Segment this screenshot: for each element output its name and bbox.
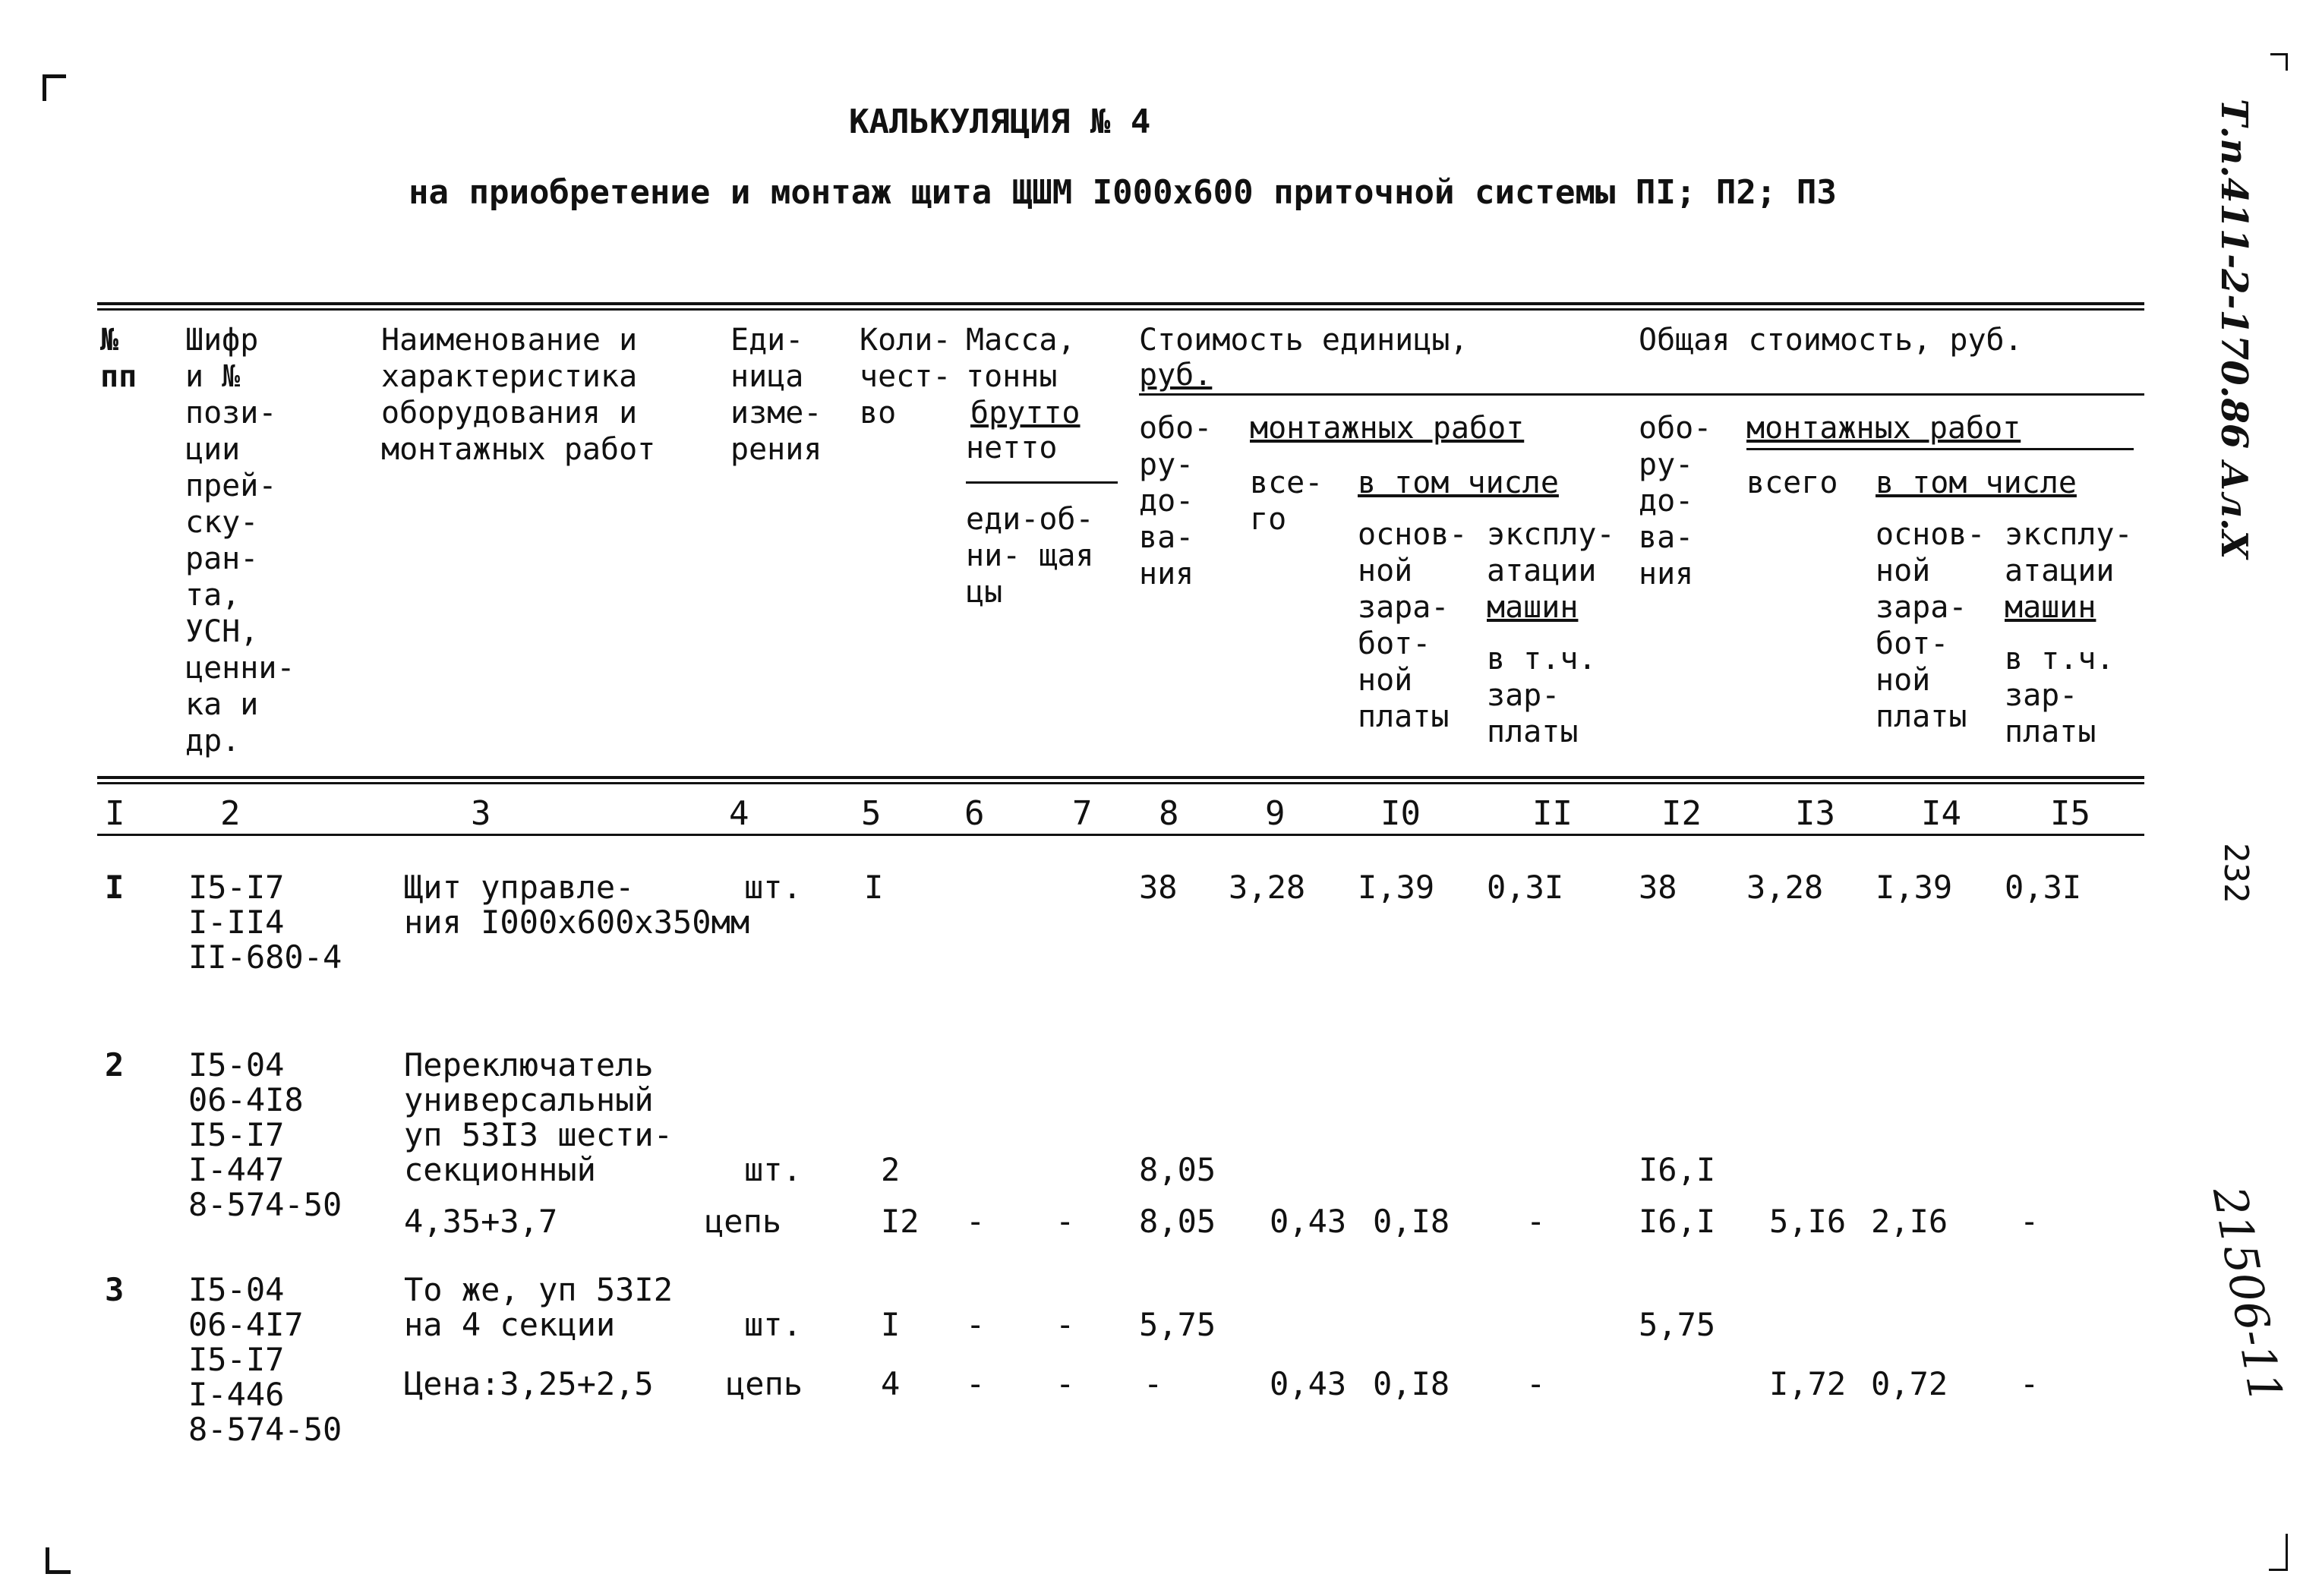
row2-number: 2 — [105, 1046, 125, 1083]
row3-line2-c13: I,72 — [1769, 1365, 1847, 1402]
row1-c14: I,39 — [1876, 869, 1953, 906]
row3-qty: I — [881, 1306, 901, 1343]
row2-name: Переключатель универсальный уп 53I3 шести- секционный — [404, 1046, 674, 1188]
header-unit-rub: руб. — [1139, 358, 1213, 393]
colnum-1: I — [105, 794, 125, 833]
row2-line2-unit: цепь — [705, 1203, 782, 1240]
row3-c12: 5,75 — [1639, 1306, 1716, 1343]
colnum-5: 5 — [861, 794, 882, 833]
header-vsego: всего — [1746, 465, 1838, 500]
row2-line2-name: 4,35+3,7 — [404, 1203, 558, 1240]
colnum-3: 3 — [471, 794, 491, 833]
header-expl: эксплу- атации — [1487, 517, 1615, 588]
row3-line2-c8: - — [1144, 1365, 1163, 1402]
row2-line2-c9: 0,43 — [1270, 1203, 1347, 1240]
header-expl-total: эксплу- атации — [2005, 517, 2133, 588]
row1-name: Щит управле- ния I000x600x350мм — [404, 869, 750, 941]
corner-mark-top-left — [43, 74, 66, 101]
header-quantity: Коли- чест- во — [860, 323, 951, 431]
header-total-cost: Общая стоимость, руб. — [1639, 323, 2023, 358]
header-osnov-zp: основ- ной зара- бот- ной платы — [1358, 517, 1468, 734]
header-mont-works: монтажных работ — [1250, 411, 1525, 446]
colnum-7: 7 — [1072, 794, 1093, 833]
row2-qty: 2 — [881, 1151, 901, 1188]
row2-c12: I6,I — [1639, 1151, 1716, 1188]
row3-line2-c14: 0,72 — [1871, 1365, 1948, 1402]
row1-c13: 3,28 — [1746, 869, 1824, 906]
corner-mark-bottom-right — [2269, 1534, 2288, 1571]
row3-line2-c15: - — [2020, 1365, 2040, 1402]
row3-c7: - — [1055, 1306, 1075, 1343]
row3-line2-unit: цепь — [726, 1365, 803, 1402]
row2-c8: 8,05 — [1139, 1151, 1216, 1188]
row3-line2-c11: - — [1526, 1365, 1546, 1402]
row3-line2-qty: 4 — [881, 1365, 901, 1402]
row2-code: I5-04 06-4I8 I5-I7 I-447 8-574-50 — [188, 1046, 342, 1223]
mass-divider — [966, 481, 1118, 484]
document-title: КАЛЬКУЛЯЦИЯ № 4 — [849, 103, 1151, 141]
header-mont-works-total: монтажных работ — [1746, 411, 2021, 446]
colnum-10: I0 — [1380, 794, 1421, 833]
side-stamp: 21506-11 — [2202, 1182, 2292, 1408]
header-vtom-chisle: в том числе — [1358, 465, 1559, 500]
colnum-12: I2 — [1661, 794, 1702, 833]
table-top-rule — [97, 302, 2144, 311]
row3-line2-name: Цена:3,25+2,5 — [404, 1365, 654, 1402]
header-unit-cost: Стоимость единицы, — [1139, 323, 1469, 358]
row3-line2-c10: 0,I8 — [1373, 1365, 1450, 1402]
row1-c15: 0,3I — [2005, 869, 2082, 906]
header-mass-sub: еди-об- ни- щая цы — [966, 502, 1094, 610]
row3-code: I5-04 06-4I7 I5-I7 I-446 8-574-50 — [188, 1271, 342, 1448]
corner-mark-bottom-left — [46, 1547, 71, 1574]
row2-line2-c10: 0,I8 — [1373, 1203, 1450, 1240]
colnum-6: 6 — [964, 794, 985, 833]
row3-line2-c9: 0,43 — [1270, 1365, 1347, 1402]
row3-c8: 5,75 — [1139, 1306, 1216, 1343]
colnum-underline — [97, 834, 2144, 836]
row1-unit: шт. — [744, 869, 802, 906]
row1-qty: I — [864, 869, 884, 906]
row3-name: То же, уп 53I2 на 4 секции — [404, 1271, 674, 1343]
header-mashin: машин — [1487, 590, 1579, 625]
header-vtom-chisle-total: в том числе — [1876, 465, 2077, 500]
row3-number: 3 — [105, 1271, 125, 1308]
row1-c12: 38 — [1639, 869, 1677, 906]
row1-c9: 3,28 — [1229, 869, 1306, 906]
header-number: № пп — [100, 323, 137, 394]
document-subtitle: на приобретение и монтаж щита ЩШМ I000x600 приточной системы ПI; П2; П3 — [409, 173, 1837, 212]
row3-line2-c6: - — [966, 1365, 986, 1402]
colnum-14: I4 — [1921, 794, 1961, 833]
side-page-number: 232 — [2216, 843, 2255, 904]
row2-line2-c14: 2,I6 — [1871, 1203, 1948, 1240]
header-mass: Масса, тонны — [966, 323, 1076, 394]
header-bottom-rule — [97, 776, 2144, 784]
row1-c11: 0,3I — [1487, 869, 1564, 906]
row3-line2-c7: - — [1055, 1365, 1075, 1402]
corner-mark-top-right — [2270, 53, 2288, 71]
header-equipment-total: обо- ру- до- ва- ния — [1639, 411, 1712, 591]
row2-line2-c13: 5,I6 — [1769, 1203, 1847, 1240]
row2-unit: шт. — [744, 1151, 802, 1188]
header-name: Наименование и характеристика оборудования и монтажных работ — [381, 323, 656, 467]
row2-line2-c7: - — [1055, 1203, 1075, 1240]
cost-divider — [1139, 393, 2144, 396]
side-code: Т.п.411-2-170.86 Ал.X — [2213, 99, 2255, 560]
colnum-2: 2 — [220, 794, 241, 833]
row2-line2-c8: 8,05 — [1139, 1203, 1216, 1240]
colnum-11: II — [1532, 794, 1573, 833]
header-code: Шифр и № пози- ции прей- ску- ран- та, УСН, ценни- ка и др. — [185, 323, 295, 759]
header-unit: Еди- ница изме- рения — [730, 323, 822, 467]
colnum-9: 9 — [1265, 794, 1286, 833]
row1-number: I — [105, 869, 125, 906]
row1-c8: 38 — [1139, 869, 1178, 906]
row2-line2-qty: I2 — [881, 1203, 920, 1240]
row3-unit: шт. — [744, 1306, 802, 1343]
mont-total-underline — [1746, 448, 2134, 450]
row3-c6: - — [966, 1306, 986, 1343]
row1-code: I5-I7 I-II4 II-680-4 — [188, 869, 342, 976]
row2-line2-c15: - — [2020, 1203, 2040, 1240]
header-equipment: обо- ру- до- ва- ния — [1139, 411, 1213, 591]
row2-line2-c11: - — [1526, 1203, 1546, 1240]
row2-line2-c12: I6,I — [1639, 1203, 1716, 1240]
colnum-8: 8 — [1159, 794, 1179, 833]
row2-line2-c6: - — [966, 1203, 986, 1240]
row1-c10: I,39 — [1358, 869, 1435, 906]
colnum-15: I5 — [2050, 794, 2090, 833]
header-vsego-short: все- го — [1250, 465, 1323, 537]
header-osnov-zp-total: основ- ной зара- бот- ной платы — [1876, 517, 1986, 734]
header-netto: нетто — [966, 431, 1058, 465]
colnum-4: 4 — [729, 794, 749, 833]
header-vtch-zp-total: в т.ч. зар- платы — [2005, 642, 2115, 749]
header-vtch-zp: в т.ч. зар- платы — [1487, 642, 1597, 749]
header-mashin-total: машин — [2005, 590, 2096, 625]
header-brutto: брутто — [970, 396, 1081, 431]
colnum-13: I3 — [1795, 794, 1835, 833]
